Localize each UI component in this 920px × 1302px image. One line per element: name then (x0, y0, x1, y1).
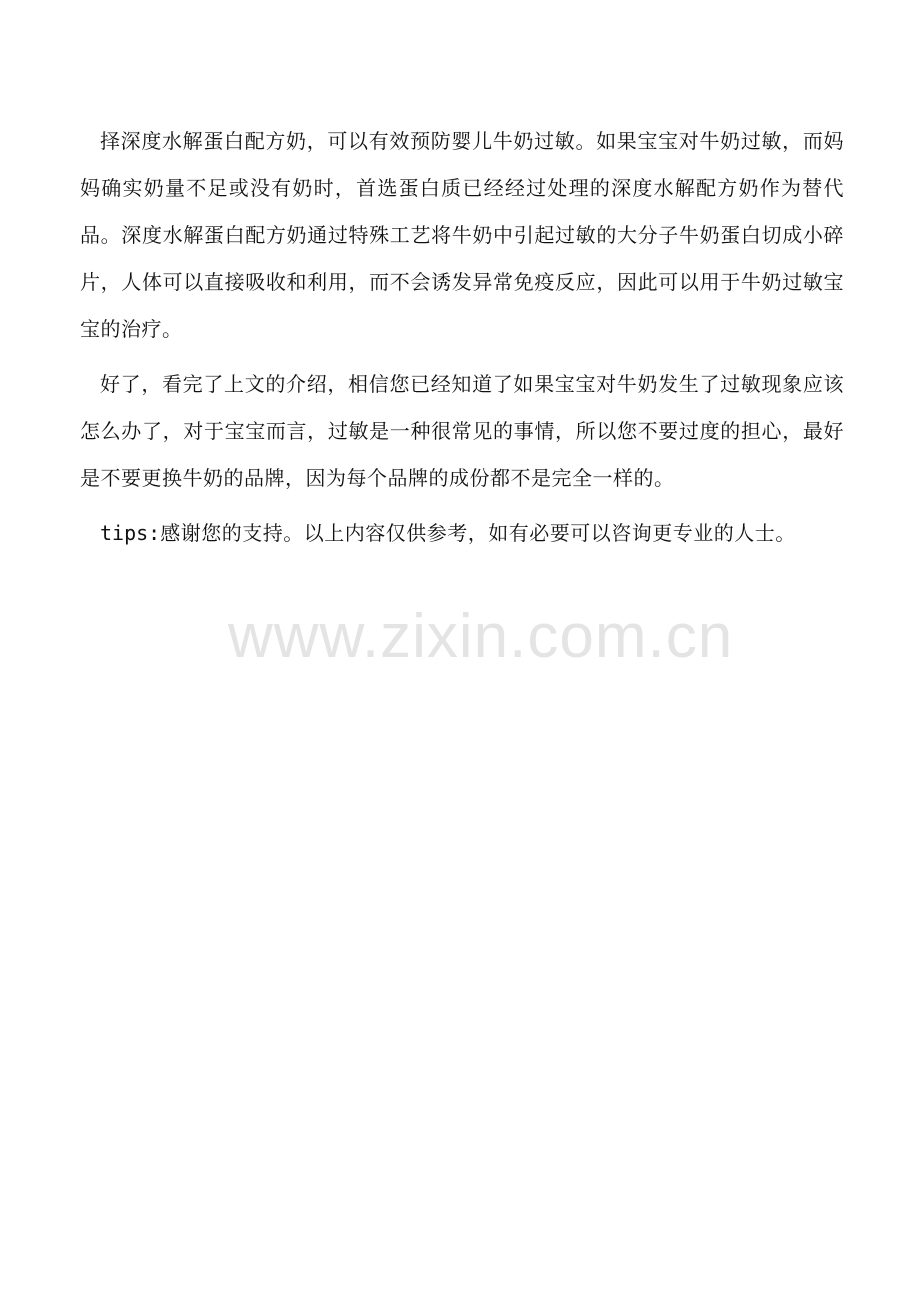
paragraph-2: 好了，看完了上文的介绍，相信您已经知道了如果宝宝对牛奶发生了过敏现象应该怎么办了，对于宝宝而言，过敏是一种很常见的事情，所以您不要过度的担心，最好是不要更换牛奶的品牌，因为每个品牌的成份都不是完全一样的。 (80, 372, 844, 490)
tips-prefix: tips: (100, 521, 161, 545)
watermark-text: www.zixin.com.cn (228, 602, 734, 671)
tips-paragraph (80, 510, 844, 557)
paragraph-1: 择深度水解蛋白配方奶，可以有效预防婴儿牛奶过敏。如果宝宝对牛奶过敏，而妈妈确实奶量不足或没有奶时，首选蛋白质已经经过处理的深度水解配方奶作为替代品。深度水解蛋白配方奶通过特殊工艺将牛奶中引起过敏的大分子牛奶蛋白切成小碎片，人体可以直接吸收和利用，而不会诱发异常免疫反应，因此可以用于牛奶过敏宝宝的治疗。 (80, 129, 844, 341)
document-body (80, 118, 844, 557)
tips-text: 感谢您的支持。以上内容仅供参考，如有必要可以咨询更专业的人士。 (160, 521, 796, 545)
